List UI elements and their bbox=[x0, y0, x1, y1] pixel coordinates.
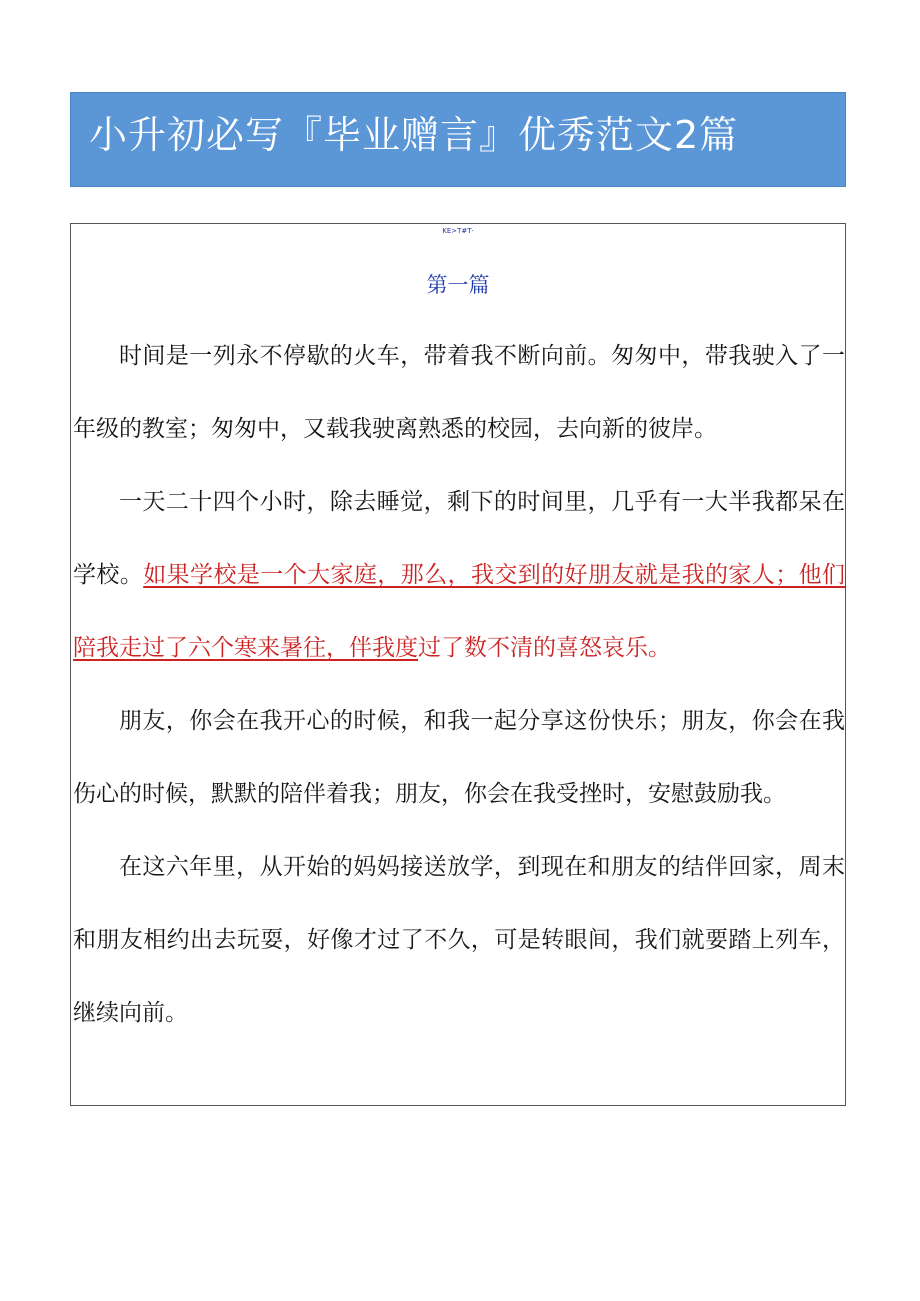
section-heading: 第一篇 bbox=[426, 273, 490, 297]
paragraph-2-tail: 过了数不清的喜怒哀乐。 bbox=[418, 635, 671, 661]
title-banner bbox=[70, 92, 846, 187]
paragraph-2-lead: 一天二十四个小时，除去睡觉，剩下的时间里，几乎有一大半我都呆在学校。 bbox=[73, 489, 845, 588]
header-mark: KE>T#T· bbox=[442, 227, 474, 235]
article-body bbox=[73, 320, 845, 1050]
highlighted-text: 如果学校是一个大家庭，那么，我交到的好朋友就是我的家人；他们陪我走过了六个寒来暑往，伴我度 bbox=[73, 562, 845, 661]
paragraph-3: 朋友，你会在我开心的时候，和我一起分享这份快乐；朋友，你会在我伤心的时候，默默的陪伴着我；朋友，你会在我受挫时，安慰鼓励我。 bbox=[73, 708, 845, 807]
page-title: 小升初必写『毕业赠言』优秀范文2篇 bbox=[89, 113, 739, 157]
article-content-box bbox=[70, 223, 846, 1106]
paragraph-1: 时间是一列永不停歇的火车，带着我不断向前。匆匆中，带我驶入了一年级的教室；匆匆中，又载我驶离熟悉的校园，去向新的彼岸。 bbox=[73, 343, 845, 442]
paragraph-2 bbox=[73, 466, 845, 685]
paragraph-4: 在这六年里，从开始的妈妈接送放学，到现在和朋友的结伴回家，周末和朋友相约出去玩耍，好像才过了不久，可是转眼间，我们就要踏上列车，继续向前。 bbox=[73, 854, 845, 1026]
